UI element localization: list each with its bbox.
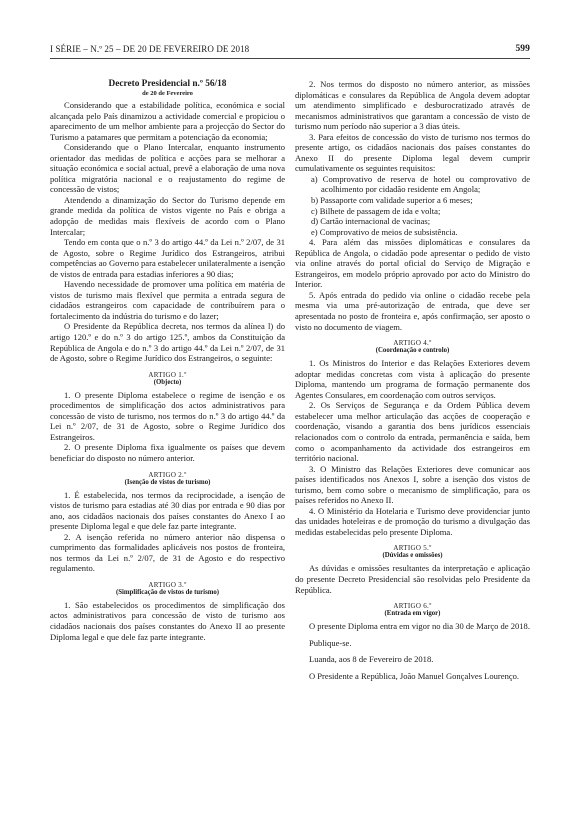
article-paragraph: 2. Nos termos do disposto no número anterior, as missões diplomáticas e consulares da República de Angola devem adoptar um atendimento simplificado e desburocratizado através de mecanismos administrativos que garantam a concessão de visto de turismo num período não superior a 3 dias úteis.	[295, 79, 530, 132]
article-paragraph: 2. O presente Diploma fixa igualmente os países que devem beneficiar do disposto no número anterior.	[50, 442, 285, 463]
left-column	[50, 79, 285, 642]
article-paragraph: 3. Para efeitos de concessão do visto de turismo nos termos do presente artigo, os cidadãos nacionais dos países constantes do Anexo II do presente Diploma legal devem cumprir cumulativamente os seguintes requisitos:	[295, 131, 530, 174]
preamble-paragraph: Tendo em conta que o n.º 3 do artigo 44.º da Lei n.º 2/07, de 31 de Agosto, sobre o Regime Jurídico dos Estrangeiros, atribui competências ao Governo para estabelecer unilateralmente a isenção de vistos de entrada para estadias inferiores a 90 dias;	[50, 237, 285, 279]
preamble-paragraph: O Presidente da República decreta, nos termos da alínea l) do artigo 120.º e do n.º 3 do artigo 125.º, ambos da Constituição da República de Angola e do n.º 3 do artigo 44.º da Lei n.º 2/07, de 31 de Agosto, sobre o Regime Jurídico dos Estrangeiros, o seguinte:	[50, 321, 285, 364]
right-column	[295, 79, 530, 681]
article-paragraph: 2. A isenção referida no número anterior não dispensa o cumprimento das formalidades aplicáveis nos postos de fronteira, nos termos da Lei n.º 2/07, de 31 de Agosto e do respectivo regulamento.	[50, 531, 285, 574]
article-label: ARTIGO 3.º	[148, 580, 187, 589]
article-label: ARTIGO 5.º	[393, 544, 432, 553]
article-label: ARTIGO 1.º	[148, 370, 187, 379]
requirement-item: d) Cartão internacional de vacinas;	[311, 216, 431, 227]
article-subtitle: (Objecto)	[153, 378, 182, 386]
article-paragraph: 1. Os Ministros do Interior e das Relações Exteriores devem adoptar medidas concretas com vista à aplicação do presente Diploma, mantendo um programa de formação permanente dos Agentes Consulares, em coordenação com outros serviços.	[295, 358, 530, 400]
article-paragraph: O presente Diploma entra em vigor no dia 30 de Março de 2018.	[309, 621, 530, 632]
preamble-paragraph: Considerando que a estabilidade política, económica e social alcançada pelo País dinamizou a actividade comercial e propiciou o aparecimento de um melhor ambiente para a projecção do Sector do Turismo a patamares que permitam a potenciação da economia;	[50, 100, 285, 142]
requirement-item: c) Bilhete de passagem de ida e volta;	[311, 205, 441, 216]
article-paragraph: 2. Os Serviços de Segurança e da Ordem Pública devem estabelecer uma melhor articulação das acções de cooperação e coordenação, visando a garantia dos bens jurídicos essenciais relacionados com o controlo da entrada, permanência e saída, bem como o acompanhamento da actividade dos estrangeiros em território nacional.	[295, 400, 530, 464]
decree-date: de 20 de Fevereiro	[142, 90, 193, 97]
article-subtitle: (Simplificação de vistos de turismo)	[115, 588, 220, 596]
article-paragraph: 1. É estabelecida, nos termos da reciprocidade, a isenção de vistos de turismo para estadias até 30 dias por entrada e 90 dias por ano, aos cidadãos nacionais dos países constantes do Anexo I ao presente Diploma legal e que dele faz parte integrante.	[50, 489, 285, 532]
preamble-paragraph: Havendo necessidade de promover uma política em matéria de vistos de turismo mais flexível que permita a entrada segura de cidadãos estrangeiros com capacidade de contribuírem para o fortalecimento da indústria do turismo e do lazer;	[50, 279, 285, 321]
article-paragraph: 4. O Ministério da Hotelaria e Turismo deve providenciar junto das unidades hoteleiras e de promoção do turismo a divulgação das medidas estabelecidas pelo presente Diploma.	[295, 505, 530, 537]
header-divider	[50, 58, 530, 59]
article-paragraph: 5. Após entrada do pedido via online o cidadão recebe pela mesma via uma pré-autorização de entrada, que deve ser apresentada no posto de fronteira e, após confirmação, ser aposto o visto no documento de viagem.	[295, 289, 530, 332]
article-paragraph: As dúvidas e omissões resultantes da interpretação e aplicação do presente Decreto Presidencial são resolvidas pelo Presidente da República.	[295, 563, 530, 595]
page-header	[50, 44, 530, 58]
article-label: ARTIGO 4.º	[393, 339, 432, 348]
place-date: Luanda, aos 8 de Fevereiro de 2018.	[309, 654, 434, 665]
decree-title: Decreto Presidencial n.º 56/18	[108, 79, 227, 89]
article-paragraph: 3. O Ministro das Relações Exteriores deve comunicar aos países identificados nos Anexos I, sobre a isenção dos vistos de turismo, bem como sobre o mecanismo de simplificação, para os países referidos no Anexo II.	[295, 463, 530, 506]
article-paragraph: 4. Para além das missões diplomáticas e consulares da República de Angola, o cidadão pode apresentar o pedido de visto via online através do portal oficial do Serviço de Migração e Estrangeiros, em modelo próprio aprovado por acto do Ministro do Interior.	[295, 237, 530, 290]
preamble-paragraph: Atendendo a dinamização do Sector do Turismo depende em grande medida da política de vistos vigente no País e obriga a adopção de medidas mais flexíveis de acordo com o Plano Intercalar;	[50, 194, 285, 237]
gazette-series: I SÉRIE – N.º 25 – DE 20 DE FEVEREIRO DE 2018	[50, 44, 250, 54]
article-subtitle: (Isenção de vistos de turismo)	[124, 478, 211, 486]
article-subtitle: (Entrada em vigor)	[384, 610, 441, 618]
article-paragraph: 1. São estabelecidos os procedimentos de simplificação dos actos administrativos para concessão de visto de turismo aos cidadãos nacionais dos países constantes do Anexo II ao presente Diploma legal e que dele faz parte integrante.	[50, 599, 285, 642]
article-label: ARTIGO 2.º	[148, 470, 187, 479]
article-label: ARTIGO 6.º	[393, 602, 432, 611]
requirement-item: b) Passaporte com validade superior a 6 meses;	[311, 195, 473, 206]
requirement-item: a) Comprovativo de reserva de hotel ou comprovativo de acolhimento por cidadão residente em Angola;	[311, 173, 530, 195]
requirement-item: e) Comprovativo de meios de subsistência.	[311, 226, 458, 237]
page-number: 599	[515, 44, 530, 54]
preamble-paragraph: Considerando que o Plano Intercalar, enquanto instrumento orientador das medidas de política e acções para se melhorar a situação económica e social actual, prevê a elaboração de uma nova política migratória nacional e o reajustamento do regime de concessão de vistos;	[50, 142, 285, 195]
article-subtitle: (Dúvidas e omissões)	[382, 552, 443, 560]
publish-order: Publique-se.	[309, 637, 352, 648]
signature: O Presidente a República, João Manuel Gonçalves Lourenço.	[309, 670, 520, 681]
article-subtitle: (Coordenação e controlo)	[375, 347, 450, 355]
article-paragraph: 1. O presente Diploma estabelece o regime de isenção e os procedimentos de simplificação dos actos administrativos para concessão de visto de turismo, nos termos do n.º 3 do artigo 44.º da Lei n.º 2/07, de 31 de Agosto, sobre o Regime Jurídico dos Estrangeiros.	[50, 389, 285, 442]
